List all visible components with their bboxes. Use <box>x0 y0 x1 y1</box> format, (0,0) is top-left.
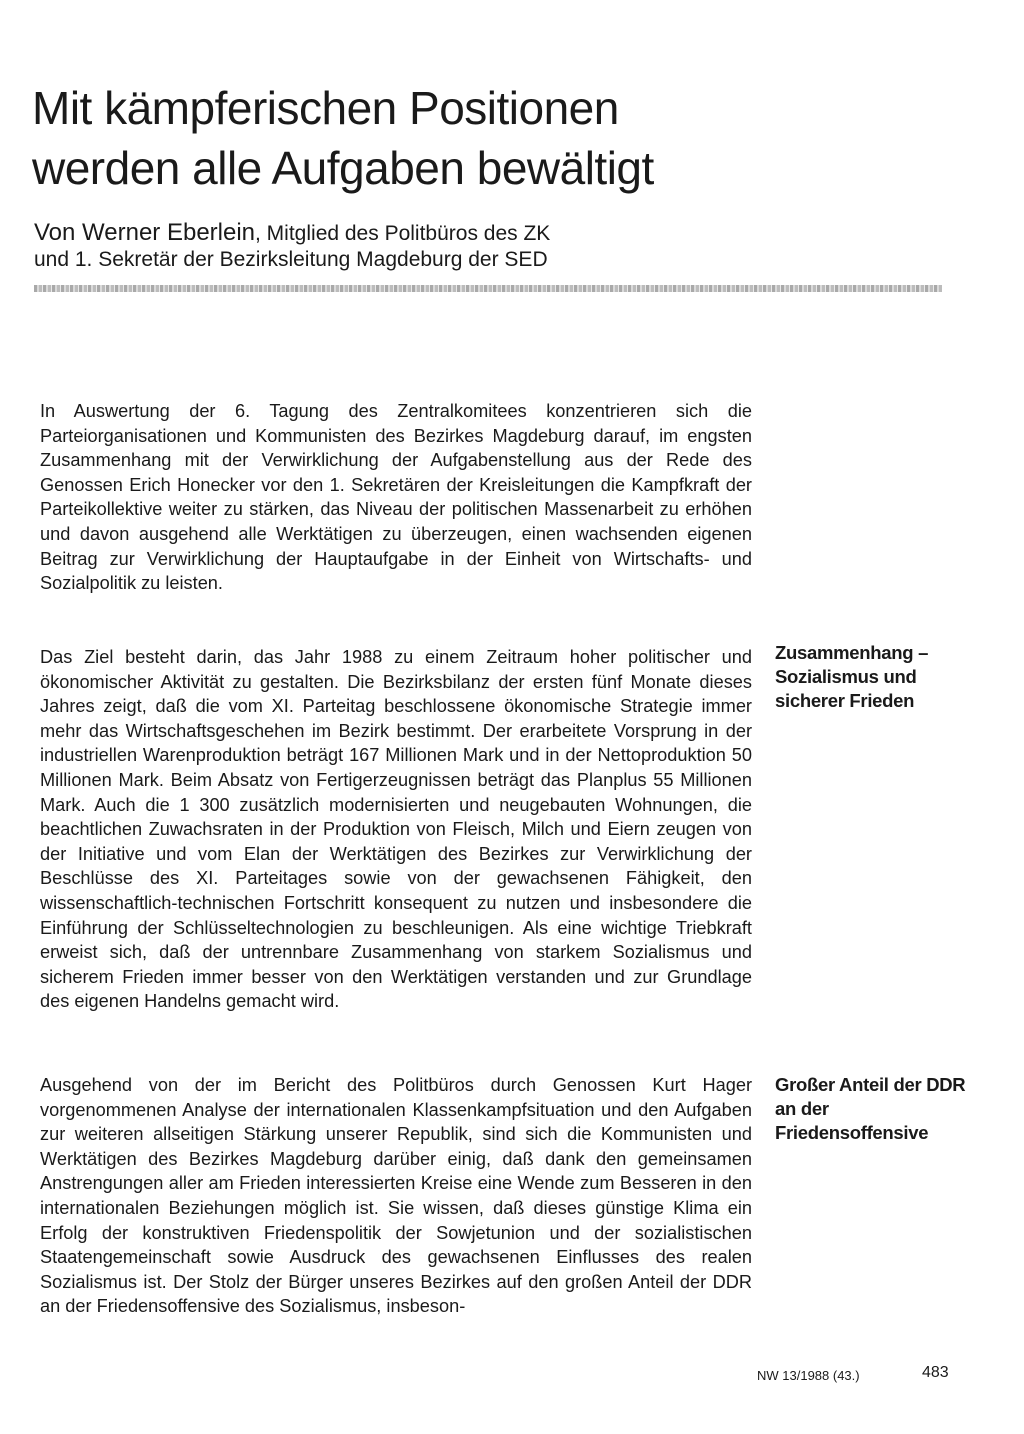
sidenote-1: Zusammenhang – Sozialismus und sicherer Frieden <box>775 642 929 711</box>
byline <box>34 220 934 273</box>
sidenote-2: Großer Anteil der DDR an der Friedensoffensive <box>775 1074 966 1143</box>
body-paragraph-2: Das Ziel besteht darin, das Jahr 1988 zu einem Zeitraum hoher politischer und ökonomischer Aktivität zu gestalten. Die Bezirksbilanz der ersten fünf Monate dieses Jahres zeigt, daß die vom XI. Parteitag beschlossene ökonomische Strategie immer mehr das Wirtschaftsgeschehen im Bezirk bestimmt. Der erarbeitete Vorsprung in der industriellen Warenproduktion beträgt 167 Millionen Mark und in der Nettoproduktion 50 Millionen Mark. Beim Absatz von Fertigerzeugnissen beträgt das Planplus 55 Millionen Mark. Auch die 1 300 zusätzlich modernisierten und neugebauten Wohnungen, die beachtlichen Zuwachsraten in der Produktion von Fleisch, Milch und Eiern zeugen von der Initiative und vom Elan der Werktätigen des Bezirkes zur Verwirklichung der Beschlüsse des XI. Parteitages sowie von der gewachsenen Fähigkeit, den wissenschaftlich-technischen Fortschritt konsequent zu nutzen und insbesondere die Einführung der Schlüsseltechnologien zu beschleunigen. Als eine wichtige Triebkraft erweist sich, daß der untrennbare Zusammenhang von starkem Sozialismus und sicherem Frieden immer besser von den Werktätigen verstanden und zur Grundlage des eigenen Handelns gemacht wird. <box>40 647 752 1012</box>
issue-label: NW 13/1988 (43.) <box>757 1368 860 1383</box>
byline-author: Von Werner Eberlein <box>34 219 256 246</box>
title-line-1: Mit kämpferischen Positionen <box>32 82 619 134</box>
body-paragraph-1: In Auswertung der 6. Tagung des Zentralkomitees konzentrieren sich die Parteiorganisationen und Kommunisten des Bezirkes Magdeburg darauf, im engsten Zusammenhang mit der Verwirklichung der Aufgabenstellung aus der Rede des Genossen Erich Honecker vor den 1. Sekretären der Kreisleitungen die Kampfkraft der Parteikollektive weiter zu stärken, das Niveau der politischen Massenarbeit zu erhöhen und davon ausgehend alle Werktätigen zu überzeugen, einen wachsenden eigenen Beitrag zur Verwirklichung der Hauptaufgabe in der Einheit von Wirtschafts- und Sozialpolitik zu leisten. <box>40 401 752 594</box>
byline-role-1: , Mitglied des Politbüros des ZK <box>255 222 551 245</box>
body-paragraph-3: Ausgehend von der im Bericht des Politbüros durch Genossen Kurt Hager vorgenommenen Analyse der internationalen Klassenkampfsituation und den Aufgaben zur weiteren allseitigen Stärkung unserer Republik, sind sich die Kommunisten und Werktätigen des Bezirkes Magdeburg darüber einig, daß dank den gemeinsamen Anstrengungen aller am Frieden interessierten Kreise eine Wende zum Besseren in den internationalen Beziehungen möglich ist. Sie wissen, daß dieses günstige Klima ein Erfolg der konstruktiven Friedenspolitik der Sowjetunion und der sozialistischen Staatengemeinschaft sowie Ausdruck des gewachsenen Einflusses des realen Sozialismus ist. Der Stolz der Bürger unseres Bezirkes auf den großen Anteil der DDR an der Friedensoffensive des Sozialismus, insbeson- <box>40 1075 752 1317</box>
title-line-2: werden alle Aufgaben bewältigt <box>32 142 654 194</box>
decorative-rule <box>34 285 942 292</box>
byline-role-2: und 1. Sekretär der Bezirksleitung Magdeburg der SED <box>34 248 548 271</box>
article-title <box>32 78 932 198</box>
page-number: 483 <box>922 1364 949 1381</box>
